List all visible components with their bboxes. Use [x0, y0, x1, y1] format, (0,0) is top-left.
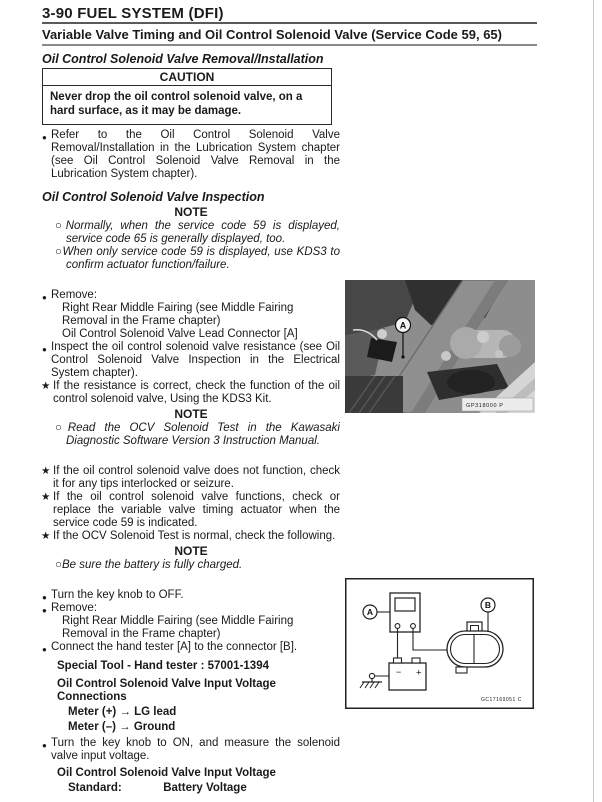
bullet-icon: ●: [42, 133, 47, 142]
spec-title: Oil Control Solenoid Valve Input Voltage: [57, 767, 276, 779]
item-text: Inspect the oil control solenoid valve resistance (see Oil Control Solenoid Valve Inspection in the Electrical System chapter).: [51, 341, 340, 379]
note-block: [42, 545, 340, 572]
subsection-heading: Oil Control Solenoid Valve Inspection: [42, 190, 265, 204]
star-item: [42, 465, 340, 491]
bullet-item: [42, 737, 340, 763]
note-item-text: When only service code 59 is displayed, use KDS3 to confirm actuator function/failure.: [62, 246, 341, 271]
caution-body: Never drop the oil control solenoid valve, on a hard surface, as it may be damage.: [50, 91, 303, 117]
bullet-item: [42, 341, 340, 380]
item-text: If the oil control solenoid valve functions, check or replace the variable valve timing actuator when the service code 59 is indicated.: [53, 491, 340, 529]
tester-display: [395, 598, 415, 611]
note-item: [42, 559, 340, 572]
note-item-text: Read the OCV Solenoid Test in the Kawasaki Diagnostic Software Version 3 Instruction Manual.: [66, 422, 340, 447]
caution-title: CAUTION: [43, 69, 331, 86]
bullet-item: [42, 589, 340, 602]
bullet-item: [42, 289, 340, 341]
item-text: Connect the hand tester [A] to the connector [B].: [51, 641, 298, 653]
note-item: [42, 220, 340, 246]
spec-block: [42, 767, 340, 795]
page-header: 3-90 FUEL SYSTEM (DFI): [42, 5, 224, 22]
note-item-text: Normally, when the service code 59 is displayed, service code 65 is generally displayed, too.: [65, 220, 340, 245]
bullet-item: [42, 602, 340, 641]
star-icon: ★: [41, 465, 51, 477]
item-text: Turn the key knob to ON, and measure the solenoid valve input voltage.: [51, 737, 340, 762]
bullet-item: [42, 129, 340, 181]
note-item-text: Be sure the battery is fully charged.: [61, 559, 243, 571]
figure-diagram-hand-tester: [345, 578, 534, 709]
caution-box: [42, 68, 332, 125]
diagram-code-label: GC17169051 C: [481, 697, 522, 703]
note-item: [42, 422, 340, 448]
section-title: Variable Valve Timing and Oil Control Solenoid Valve (Service Code 59, 65): [42, 27, 502, 42]
note-circle-icon: ○: [55, 422, 68, 434]
figure-photo-solenoid-connector: [345, 280, 535, 413]
spec-title: Oil Control Solenoid Valve Input Voltage Connections: [57, 678, 276, 703]
item-text: Remove:: [51, 602, 98, 614]
note-circle-icon: ○: [55, 559, 62, 571]
star-item: [42, 491, 340, 530]
note-item: [42, 246, 340, 272]
subsection-heading: Oil Control Solenoid Valve Removal/Installation: [42, 52, 324, 66]
star-item: [42, 530, 340, 543]
star-icon: ★: [41, 530, 51, 542]
star-icon: ★: [41, 491, 51, 503]
diagram-callout-b: B: [484, 600, 492, 611]
star-item: [42, 380, 340, 406]
item-text: If the oil control solenoid valve does not function, check it for any tips interlocked or seizure.: [53, 465, 340, 490]
item-text: Remove:: [51, 289, 98, 301]
note-title: NOTE: [174, 205, 208, 219]
photo-illustration: [345, 280, 535, 413]
battery-plus-sign: +: [416, 667, 422, 679]
bullet-icon: ●: [42, 345, 47, 354]
photo-callout-a: A: [399, 320, 407, 331]
item-text: If the resistance is correct, check the function of the oil control solenoid valve, Using the KDS3 Kit.: [53, 380, 340, 405]
item-subline: Oil Control Solenoid Valve Lead Connector [A]: [62, 328, 298, 340]
battery-minus-sign: −: [396, 667, 402, 677]
bullet-icon: ●: [42, 293, 47, 302]
diagram-illustration: [345, 578, 534, 709]
note-title: NOTE: [174, 407, 208, 421]
spec-line: Standard: Battery Voltage: [68, 782, 247, 794]
section-rule: [42, 44, 537, 46]
item-subline: Right Rear Middle Fairing (see Middle Fairing Removal in the Frame chapter): [62, 302, 294, 327]
text-column: [42, 52, 340, 798]
photo-code-label: GP318000 P: [466, 403, 504, 409]
item-text: Turn the key knob to OFF.: [51, 589, 184, 601]
note-block: [42, 408, 340, 448]
spec-block: [42, 678, 340, 734]
bullet-icon: ●: [42, 606, 47, 615]
diagram-callout-a: A: [366, 607, 374, 618]
item-text: If the OCV Solenoid Test is normal, check the following.: [53, 530, 336, 542]
item-subline: Right Rear Middle Fairing (see Middle Fairing Removal in the Frame chapter): [62, 615, 294, 640]
page-right-border: [593, 0, 594, 802]
bullet-icon: ●: [42, 741, 47, 750]
spec-line: Meter (–) → Ground: [68, 721, 176, 733]
note-circle-icon: ○: [55, 246, 63, 258]
bullet-item: [42, 641, 340, 654]
item-text: Refer to the Oil Control Solenoid Valve Removal/Installation in the Lubrication System chapter (see Oil Control Solenoid Valve Removal in the Lubrication System chapter).: [51, 129, 340, 180]
star-icon: ★: [41, 380, 51, 392]
header-rule: [42, 22, 537, 24]
note-block: [42, 206, 340, 272]
bullet-icon: ●: [42, 645, 47, 654]
special-tool-line: Special Tool - Hand tester : 57001-1394: [57, 660, 269, 672]
spec-line: Meter (+) → LG lead: [68, 706, 177, 718]
bullet-icon: ●: [42, 593, 47, 602]
note-title: NOTE: [174, 544, 208, 558]
note-circle-icon: ○: [55, 220, 66, 232]
